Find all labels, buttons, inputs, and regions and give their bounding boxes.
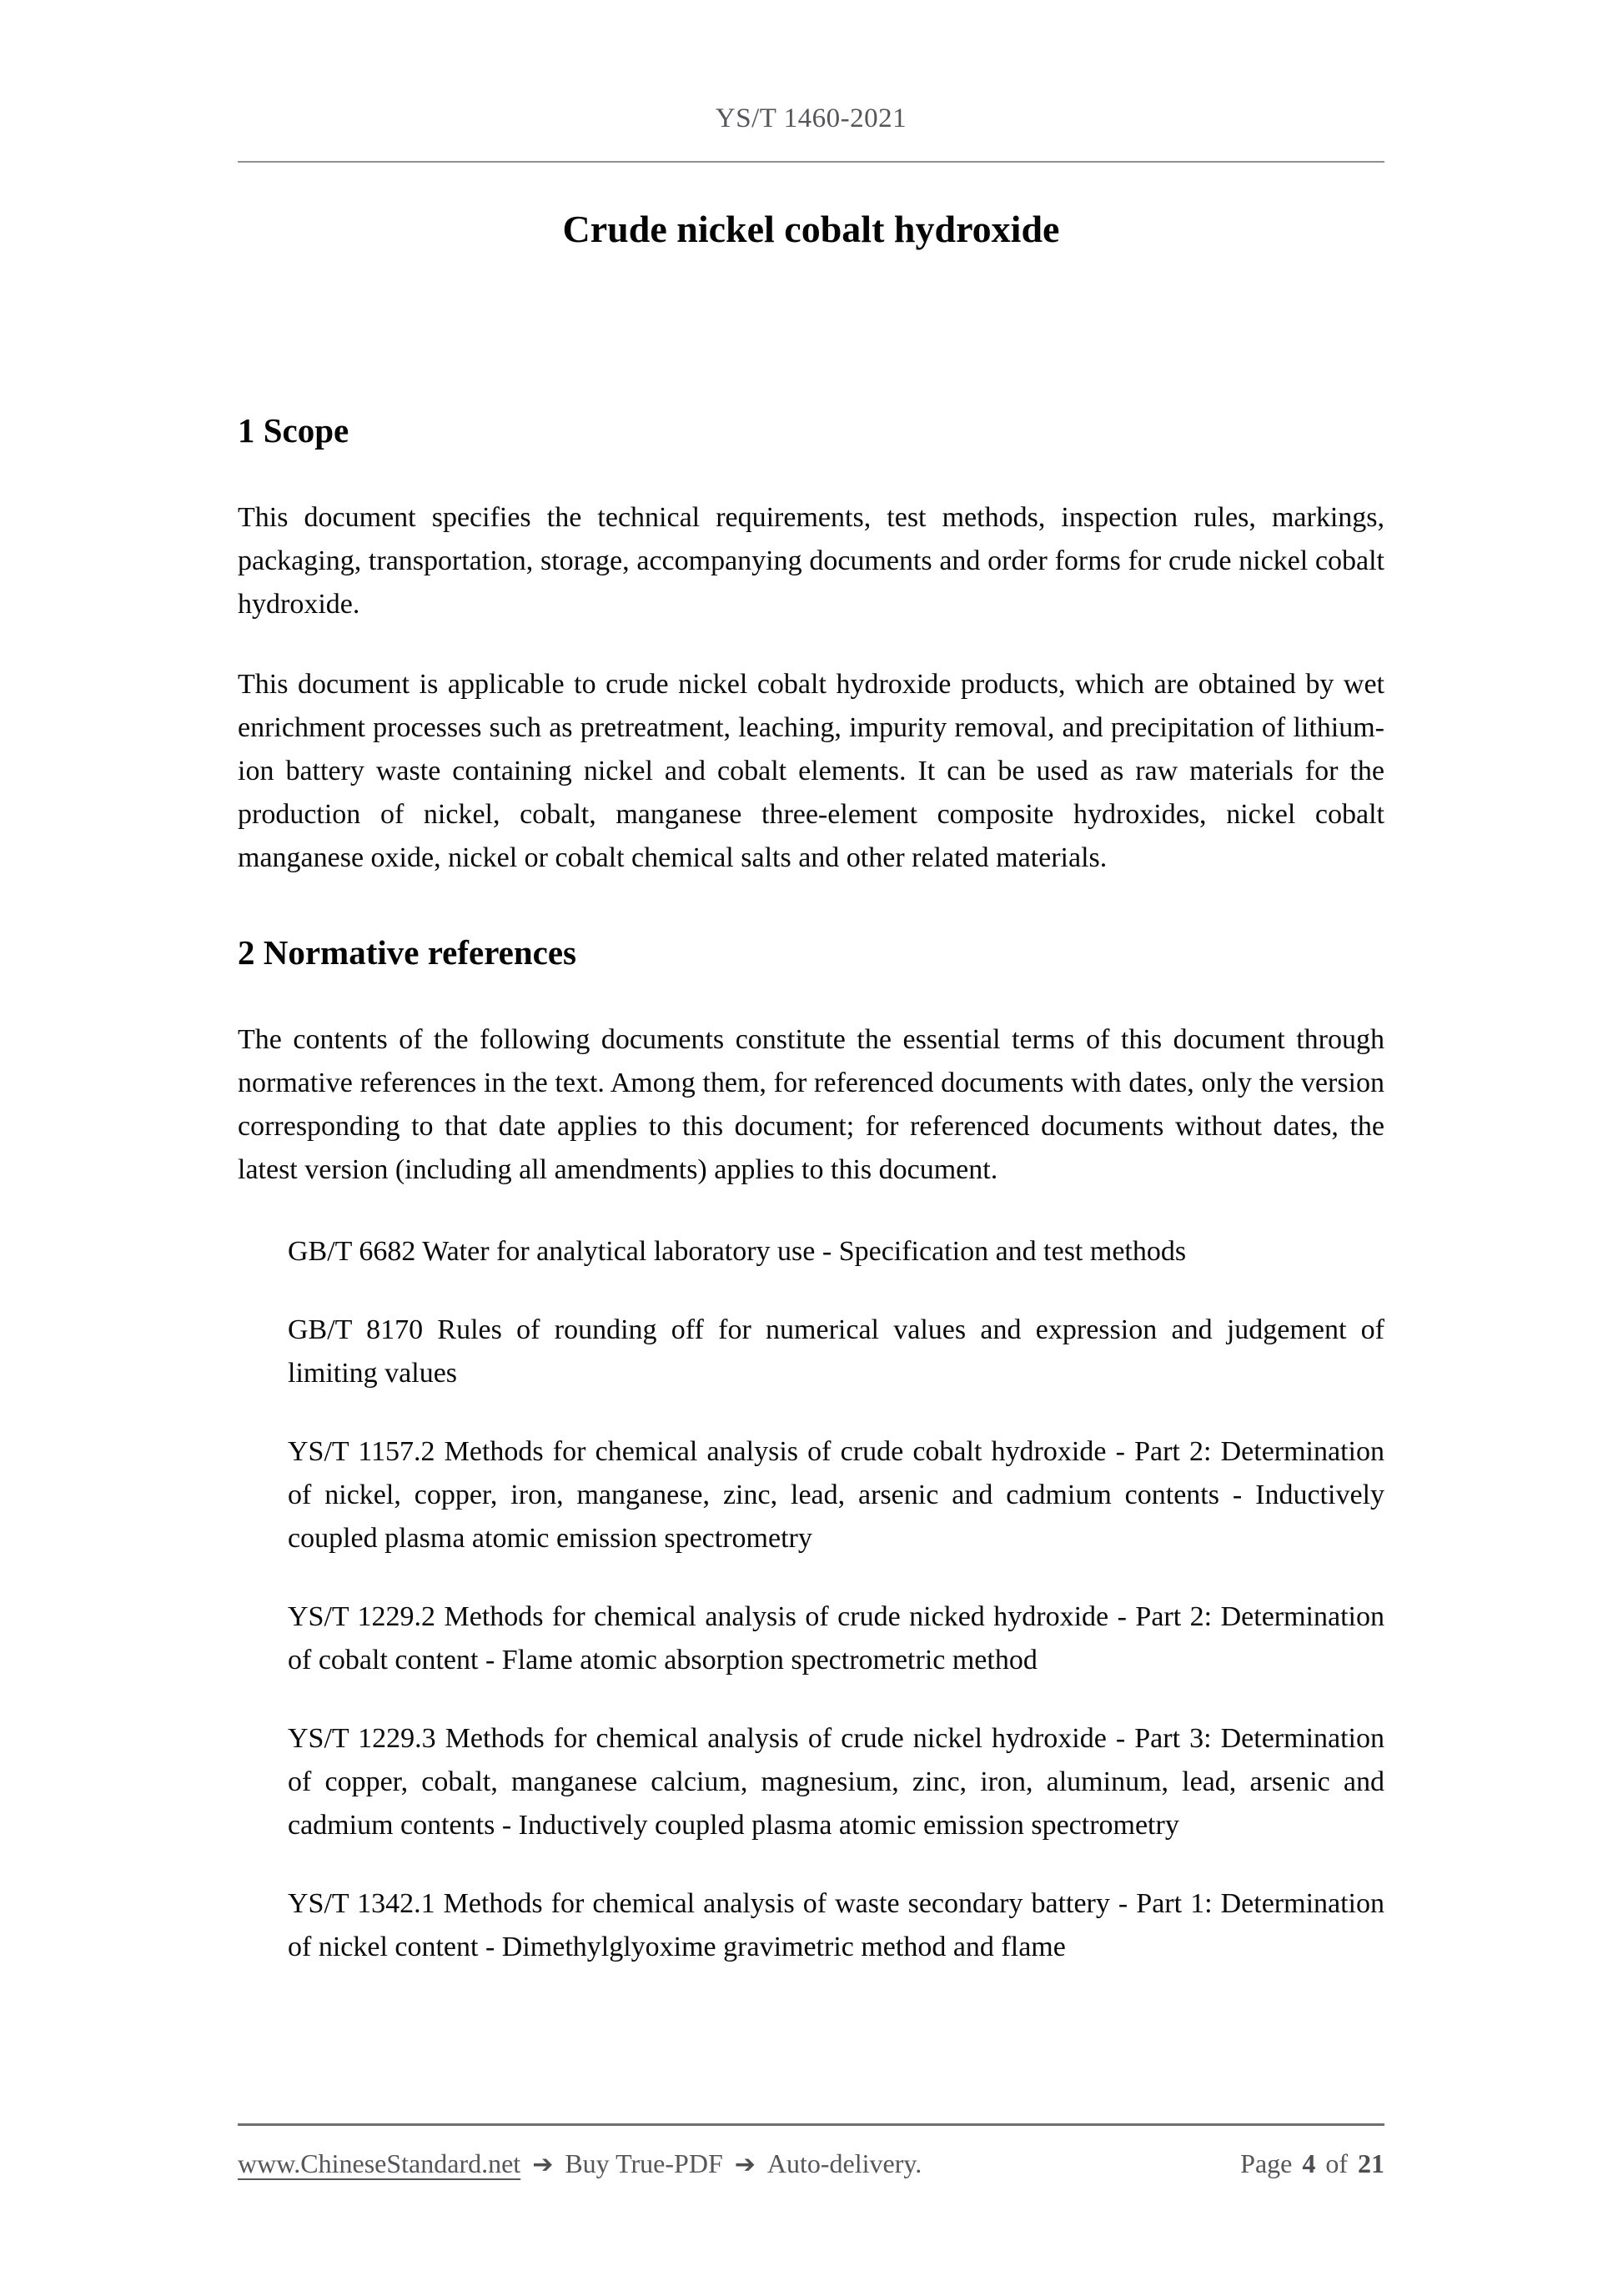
reference-item-yst-1229-3: YS/T 1229.3 Methods for chemical analysis of crude nickel hydroxide - Part 3: Determination of copper, cobalt, manganese calcium, magnesium, zinc, iron, aluminum, lead, arsenic and cadmium contents - Inductively coupled plasma atomic emission spectrometry [288, 1723, 1384, 1841]
reference-item-yst-1229-2: YS/T 1229.2 Methods for chemical analysis of crude nicked hydroxide - Part 2: Determination of cobalt content - Flame atomic absorption spectrometric method [288, 1601, 1384, 1676]
reference-item-yst-1342-1: YS/T 1342.1 Methods for chemical analysis of waste secondary battery - Part 1: Determination of nickel content - Dimethylglyoxime gravimetric method and flame [288, 1888, 1384, 1962]
right-arrow-icon: ➔ [532, 2150, 554, 2179]
reference-item-yst-1157-2: YS/T 1157.2 Methods for chemical analysis of crude cobalt hydroxide - Part 2: Determination of nickel, copper, iron, manganese, zinc, lead, arsenic and cadmium contents - Inductively coupled plasma atomic emission spectrometry [288, 1436, 1384, 1554]
page-of-label: of [1325, 2148, 1348, 2178]
reference-item-gbt-6682: GB/T 6682 Water for analytical laboratory use - Specification and test methods [288, 1236, 1187, 1267]
site-link[interactable]: www.ChineseStandard.net [238, 2148, 521, 2178]
footer-action-buy-pdf: Buy True-PDF [565, 2148, 723, 2178]
page-total-number: 21 [1358, 2148, 1384, 2178]
footer-left [238, 2145, 922, 2183]
footer-action-auto-delivery: Auto-delivery. [766, 2148, 922, 2178]
page-indicator [1240, 2145, 1384, 2182]
standard-number: YS/T 1460-2021 [715, 103, 907, 133]
document-title: Crude nickel cobalt hydroxide [562, 208, 1060, 250]
page-label: Page [1240, 2148, 1293, 2178]
page-footer [238, 2145, 1384, 2183]
normative-references-intro-paragraph: The contents of the following documents constitute the essential terms of this document through normative references in the text. Among them, for referenced documents with dates, only the version corresponding to that date applies to this document; for referenced documents without dates, the latest version (including all amendments) applies to this document. [238, 1024, 1384, 1185]
scope-paragraph-2: This document is applicable to crude nickel cobalt hydroxide products, which are obtained by wet enrichment processes such as pretreatment, leaching, impurity removal, and precipitation of lithium-ion battery waste containing nickel and cobalt elements. It can be used as raw materials for the production of nickel, cobalt, manganese three-element composite hydroxides, nickel cobalt manganese oxide, nickel or cobalt chemical salts and other related materials. [238, 669, 1384, 873]
reference-item-gbt-8170: GB/T 8170 Rules of rounding off for numerical values and expression and judgement of limiting values [288, 1314, 1384, 1389]
section-heading-scope: 1 Scope [238, 411, 349, 450]
right-arrow-icon: ➔ [734, 2150, 756, 2179]
section-heading-normative-references: 2 Normative references [238, 933, 577, 972]
page-current-number: 4 [1302, 2148, 1316, 2178]
page-header [238, 0, 1384, 135]
scope-paragraph-1: This document specifies the technical requirements, test methods, inspection rules, markings, packaging, transportation, storage, accompanying documents and order forms for crude nickel cobalt hydroxide. [238, 502, 1384, 620]
footer-divider [238, 2123, 1384, 2126]
header-divider [238, 161, 1384, 163]
